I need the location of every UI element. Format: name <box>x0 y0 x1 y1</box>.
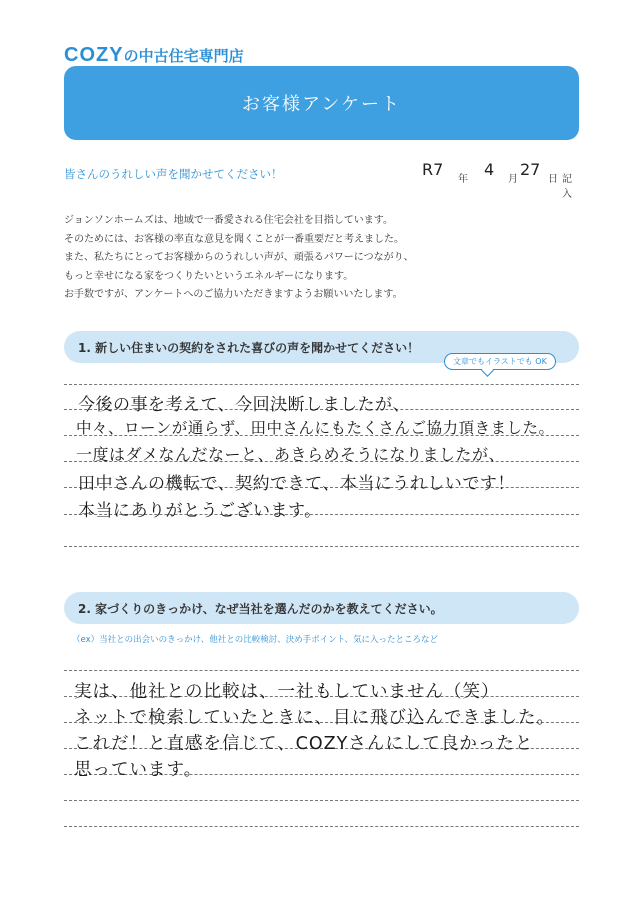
q1-answer-line: 今後の事を考えて、今回決断しましたが、 <box>78 395 411 415</box>
answer-rule <box>64 384 579 385</box>
answer-rule <box>64 800 579 801</box>
title-banner <box>64 66 579 140</box>
q2-answer-line: これだ！と直感を信じて、COZYさんにして良かったと <box>74 734 534 754</box>
month-value: 4 <box>484 160 495 179</box>
year-value: R7 <box>422 160 444 179</box>
q2-answer-line: 思っています。 <box>74 760 203 780</box>
q1-answer-line: 田中さんの機転で、契約できて、本当にうれしいです！ <box>78 474 515 494</box>
q1-answer-area <box>64 380 579 555</box>
page-title: お客様アンケート <box>242 94 401 115</box>
brand-logo <box>64 44 244 67</box>
intro-line: また、私たちにとってお客様からのうれしい声が、頑張るパワーにつながり、 <box>64 252 414 263</box>
q1-answer-line: 一度はダメなんだなーと、あきらめそうになりましたが、 <box>76 445 506 464</box>
intro-line: ジョンソンホームズは、地域で一番愛される住宅会社を目指しています。 <box>64 215 393 226</box>
intro-line: もっと幸せになる家をつくりたいというエネルギーになります。 <box>64 270 354 282</box>
q2-answer-line: ネットで検索していたときに、目に飛び込んできました。 <box>74 708 555 728</box>
day-unit: 日 <box>548 174 558 185</box>
month-unit: 月 <box>508 174 518 185</box>
q2-answer-area <box>64 660 579 835</box>
brand-tagline: の中古住宅専門店 <box>123 47 244 65</box>
year-unit: 年 <box>458 174 468 185</box>
intro-line: お手数ですが、アンケートへのご協力いただきますようお願いいたします。 <box>64 289 403 300</box>
lead-text: 皆さんのうれしい声を聞かせてください！ <box>64 167 283 181</box>
q2-header <box>64 592 579 624</box>
q1-answer-line: 本当にありがとうございます。 <box>78 501 322 521</box>
brand-cozy: COZY <box>64 44 124 66</box>
answer-rule <box>64 670 579 671</box>
date-field <box>420 160 580 200</box>
q2-example-text: （ex）当社との出会いのきっかけ、他社との比較検討、決め手ポイント、気に入ったところなど <box>72 635 439 645</box>
intro-text <box>64 212 584 305</box>
q1-title: 1. 新しい住まいの契約をされた喜びの声を聞かせてください！ <box>78 340 420 355</box>
q1-answer-line: 中々、ローンが通らず、田中さんにもたくさんご協力頂きました。 <box>76 419 555 437</box>
q2-title: 2. 家づくりのきっかけ、なぜ当社を選んだのかを教えてください。 <box>78 601 443 616</box>
date-suffix: 記入 <box>562 174 572 200</box>
q2-answer-line: 実は、他社との比較は、一社もしていません（笑） <box>74 682 500 702</box>
q1-hint-bubble: 文章でもイラストでも OK <box>444 353 556 370</box>
answer-rule <box>64 546 579 547</box>
answer-rule <box>64 826 579 827</box>
day-value: 27 <box>520 160 541 179</box>
intro-line: そのためには、お客様の率直な意見を聞くことが一番重要だと考えました。 <box>64 233 404 245</box>
